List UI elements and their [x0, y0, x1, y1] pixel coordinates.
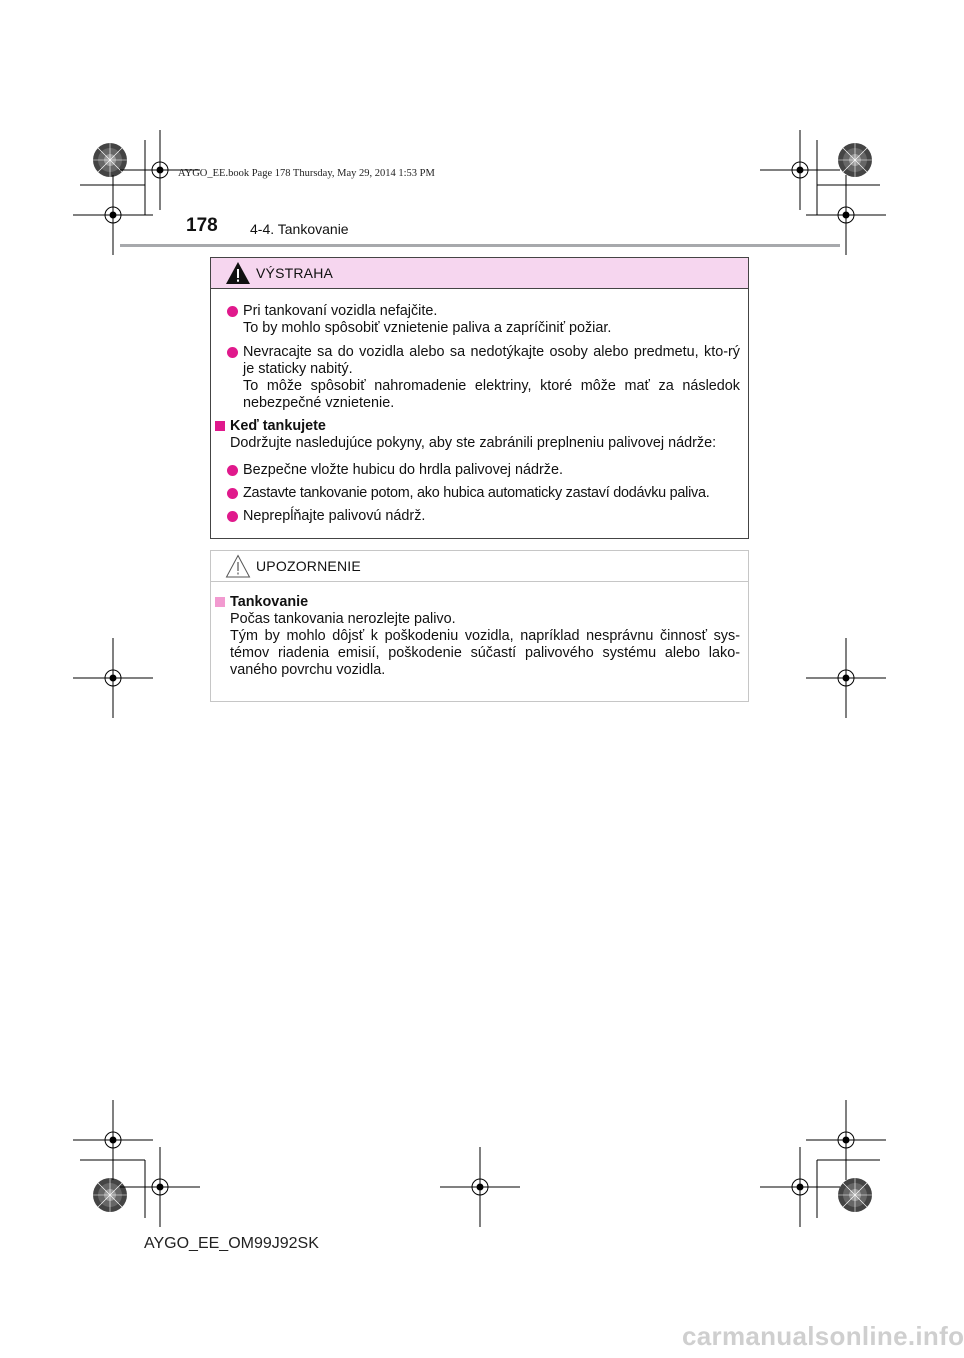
bullet-icon: [227, 347, 238, 358]
bullet-icon: [227, 306, 238, 317]
subsection-text: Počas tankovania nerozlejte palivo.: [230, 611, 456, 627]
section-title: 4-4. Tankovanie: [250, 221, 349, 237]
bullet-text: Nevracajte sa do vozidla alebo sa nedotýkajte osoby alebo predmetu, kto-rý je staticky nabitý.: [243, 344, 740, 377]
caution-heading: UPOZORNENIE: [256, 558, 361, 574]
bullet-text: Neprepĺňajte palivovú nádrž.: [243, 508, 426, 524]
bullet-text: Pri tankovaní vozidla nefajčite.: [243, 303, 438, 319]
bullet-text: To by mohlo spôsobiť vznietenie paliva a zapríčiniť požiar.: [243, 320, 612, 336]
square-bullet-icon: [215, 421, 225, 431]
bullet-text: To môže spôsobiť nahromadenie elektriny, ktoré môže mať za následok nebezpečné vznietenie.: [243, 378, 740, 411]
header-rule: [120, 244, 840, 247]
subsection-intro: Dodržujte nasledujúce pokyny, aby ste zabránili preplneniu palivovej nádrže:: [230, 435, 717, 451]
bullet-icon: [227, 488, 238, 499]
warning-triangle-icon: [225, 261, 251, 285]
list-item: [227, 344, 740, 412]
bullet-icon: [227, 511, 238, 522]
list-item: [227, 485, 740, 502]
list-item: [227, 303, 740, 337]
page-number: 178: [186, 215, 218, 236]
warning-heading: VÝSTRAHA: [256, 265, 334, 281]
subsection-title: Tankovanie: [230, 594, 309, 610]
bullet-text: Zastavte tankovanie potom, ako hubica automaticky zastaví dodávku paliva.: [243, 485, 710, 501]
square-bullet-icon: [215, 597, 225, 607]
bullet-text: Bezpečne vložte hubicu do hrdla palivovej nádrže.: [243, 462, 563, 478]
list-item: [227, 508, 740, 525]
warning-box: [210, 257, 749, 539]
caution-triangle-icon: [225, 554, 251, 578]
list-item: [227, 462, 740, 479]
subsection: [215, 594, 740, 679]
doc-code: AYGO_EE_OM99J92SK: [144, 1235, 319, 1252]
bullet-icon: [227, 465, 238, 476]
caution-header: [211, 551, 748, 582]
caution-box: [210, 550, 749, 702]
watermark: carmanualsonline.info: [682, 1321, 964, 1351]
subsection-text: Tým by mohlo dôjsť k poškodeniu vozidla, napríklad nesprávnu činnosť sys-témov riadenia emisií, poškodenie súčastí palivového systému alebo lako-vaného povrchu vozidla.: [230, 628, 740, 678]
warning-header: [211, 258, 748, 289]
book-slug: AYGO_EE.book Page 178 Thursday, May 29, 2014 1:53 PM: [178, 168, 435, 179]
subsection: [215, 418, 740, 452]
subsection-title: Keď tankujete: [230, 418, 326, 434]
